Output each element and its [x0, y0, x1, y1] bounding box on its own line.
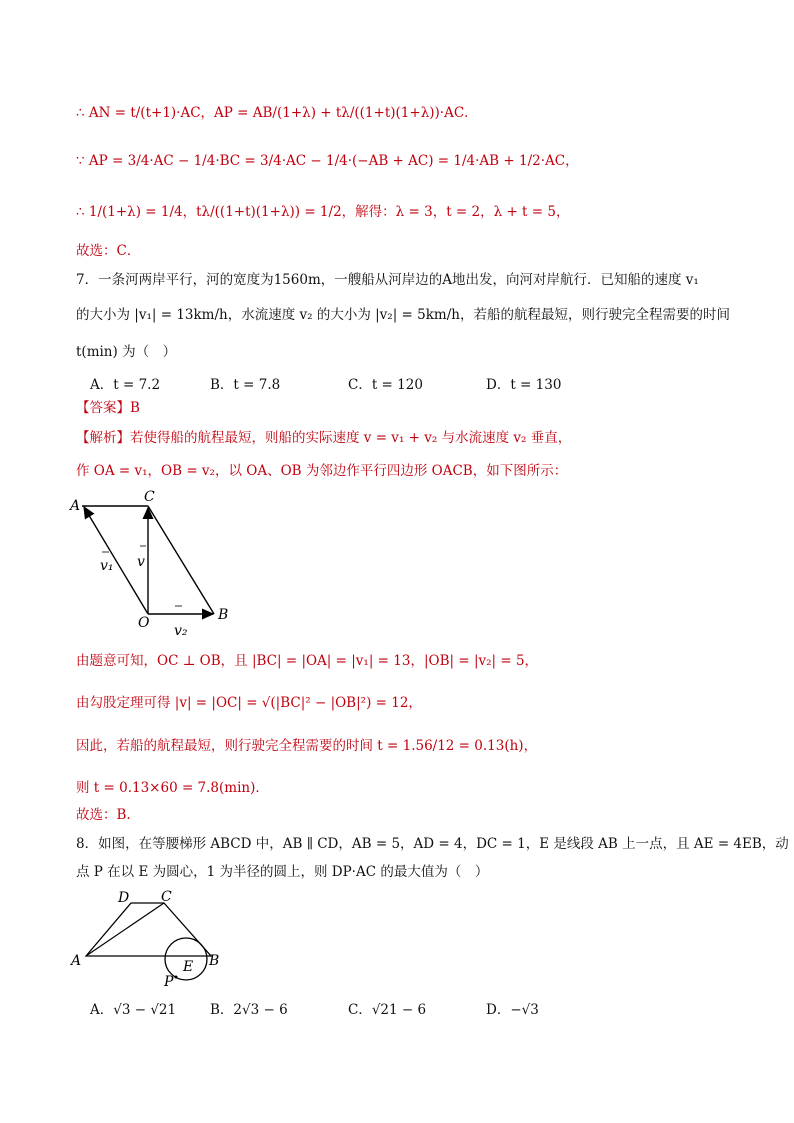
step-an-ap: ∴ AN = t/(t+1)·AC，AP = AB/(1+λ) + tλ/((1+t)(1+λ))·AC． [76, 105, 478, 121]
q7-stem-3: t(min) 为（ ） [76, 344, 177, 360]
choice-c: 故选：C． [76, 243, 141, 259]
q8-option-a: A．√3 − √21 [90, 1002, 177, 1018]
q7-option-d: D．t = 130 [486, 377, 562, 393]
parallelogram-figure [66, 488, 241, 643]
q7-option-a: A．t = 7.2 [90, 377, 161, 393]
label-v: v [137, 554, 145, 570]
solution-line-3: 因此，若船的航程最短，则行驶完全程需要的时间 t = 1.56/12 = 0.13(h)， [76, 738, 538, 754]
q8-stem-1: 8．如图，在等腰梯形 ABCD 中，AB ∥ CD，AB = 5，AD = 4，DC = 1，E 是线段 AB 上一点，且 AE = 4EB，动 [76, 836, 789, 852]
label-b: B [218, 607, 229, 623]
q8-option-b: B．2√3 − 6 [210, 1002, 288, 1018]
q8-stem-2: 点 P 在以 E 为圆心，1 为半径的圆上，则 DP·AC 的最大值为（ ） [76, 864, 489, 880]
trapezoid-abcd [86, 903, 211, 956]
solution-line-1: 由题意可知，OC ⊥ OB，且 |BC| = |OA| = |v₁| = 13，|OB| = |v₂| = 5， [76, 653, 539, 669]
step-ap-decompose: ∵ AP = 3/4·AC − 1/4·BC = 3/4·AC − 1/4·(−AB + AC) = 1/4·AB + 1/2·AC， [76, 153, 579, 169]
label-a2: A [71, 953, 82, 969]
label-v1: v₁ [100, 558, 114, 574]
answer-label: 【答案】B [76, 400, 140, 416]
label-v2: v₂ [174, 623, 188, 639]
point-p [175, 976, 178, 979]
q7-option-c: C．t = 120 [348, 377, 423, 393]
label-e: E [183, 959, 194, 975]
solution-line-2: 由勾股定理可得 |v| = |OC| = √(|BC|² − |OB|²) = 12， [76, 695, 422, 711]
cb-line [148, 506, 214, 614]
q7-stem-1: 7．一条河两岸平行，河的宽度为1560m，一艘船从河岸边的A地出发，向河对岸航行．已知船的速度 v₁ [76, 272, 699, 288]
solution-line-4: 则 t = 0.13×60 = 7.8(min)． [76, 780, 269, 796]
q7-option-b: B．t = 7.8 [210, 377, 281, 393]
choice-b: 故选：B. [76, 807, 131, 823]
trapezoid-figure [66, 886, 231, 996]
step-solve: ∴ 1/(1+λ) = 1/4，tλ/((1+t)(1+λ)) = 1/2，解得：λ = 3，t = 2，λ + t = 5， [76, 204, 570, 220]
label-c: C [144, 489, 155, 505]
label-d: D [118, 890, 130, 906]
q7-stem-2: 的大小为 |v₁| = 13km/h，水流速度 v₂ 的大小为 |v₂| = 5km/h，若船的航程最短，则行驶完全程需要的时间 [76, 307, 730, 323]
q8-option-c: C．√21 − 6 [348, 1002, 427, 1018]
analysis-line-2: 作 OA = v₁，OB = v₂，以 OA、OB 为邻边作平行四边形 OACB，如下图所示： [76, 463, 568, 479]
label-a: A [70, 498, 81, 514]
q8-option-d: D．−√3 [486, 1002, 539, 1018]
label-b2: B [209, 953, 220, 969]
label-c2: C [161, 889, 172, 905]
analysis-line-1: 【解析】若使得船的航程最短，则船的实际速度 v = v₁ + v₂ 与水流速度 v₂ 垂直， [76, 430, 572, 446]
label-p: P [164, 974, 174, 990]
label-o: O [138, 615, 150, 631]
